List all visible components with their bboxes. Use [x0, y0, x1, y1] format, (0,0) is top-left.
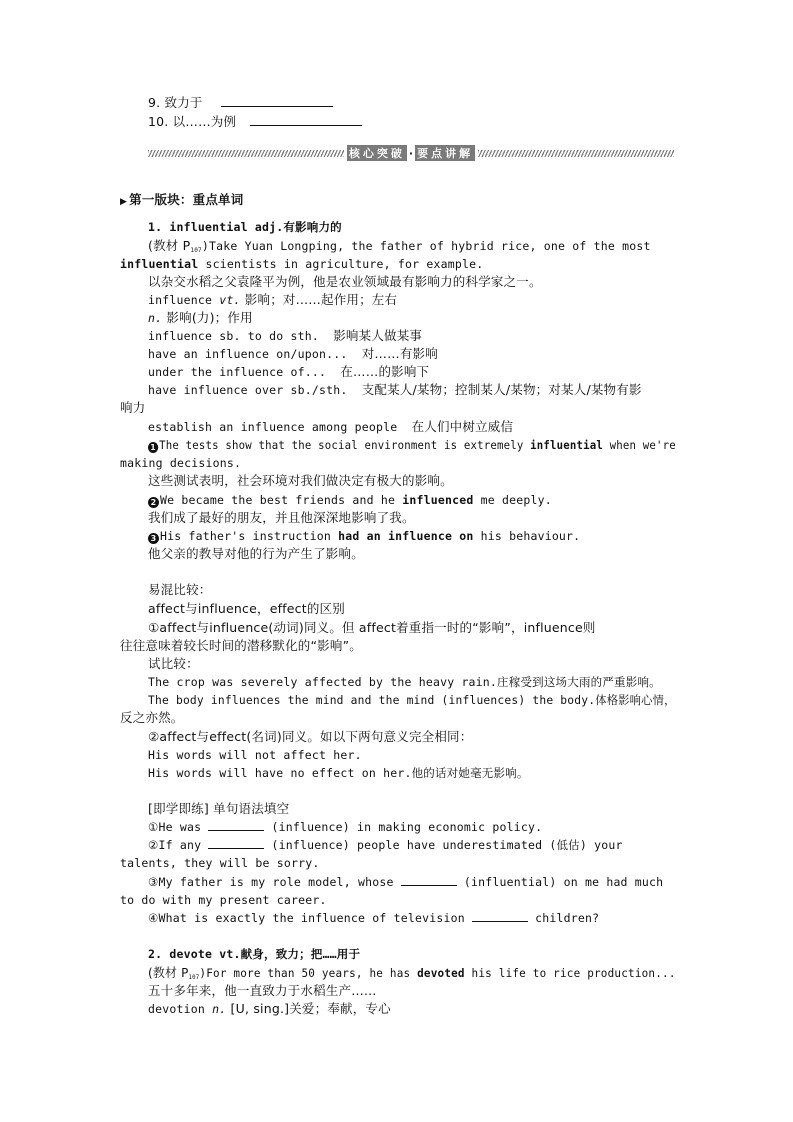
answer-blank[interactable] — [401, 873, 457, 886]
badge-label-2: 要点讲解 — [417, 147, 474, 160]
number-circle-icon: 1 — [148, 442, 158, 453]
textbook-example: (教材 $P_{107})For$ more than 50 years, he has devoted his life to rice production... — [148, 965, 676, 981]
answer-blank[interactable] — [208, 818, 264, 831]
badge-label: 核心突破 — [348, 147, 405, 160]
word-form: devotion n. [U, sing.]关爱；奉献，专心 — [148, 1001, 391, 1016]
section-heading: ▶ 第一版块：重点单词 — [120, 192, 244, 207]
compare-try-label: 试比较： — [148, 656, 199, 671]
practice-question-4: ④What is exactly the influence of television children? — [148, 911, 600, 925]
phrase: under the influence of... 在……的影响下 — [148, 364, 430, 379]
compare-subheading: affect与influence，effect的区别 — [148, 601, 345, 616]
item-number: 9. — [148, 95, 161, 110]
item-text: 以……为例 — [172, 114, 237, 129]
phrase: have influence over sb./sth. 支配某人/某物；控制某人/某物；对某人/某物有影 — [148, 382, 642, 397]
phrase: have an influence on/upon... 对……有影响 — [148, 346, 438, 361]
item-text: 致力于 — [164, 95, 203, 110]
practice-question-1: ①He was (influence) in making economic policy. — [148, 820, 543, 834]
compare-point-1: ①affect与influence(动词)同义。但 affect着重指一时的“影响”，influence则 — [148, 620, 596, 635]
word-form: influence vt. 影响；对……起作用；左右 — [148, 292, 398, 307]
practice-heading: [即学即练] 单句语法填空 — [148, 801, 290, 816]
example-sentence: 2 We became the best friends and he influenced me deeply. — [148, 491, 676, 509]
example-sentence: 3 His father's instruction had an influence on his behaviour. — [148, 527, 676, 545]
example-translation: 这些测试表明，社会环境对我们做决定有极大的影响。 — [148, 473, 453, 488]
item-number: 10. — [148, 114, 169, 129]
answer-blank[interactable] — [472, 909, 528, 922]
practice-question-3-cont: to do with my present career. — [120, 893, 327, 907]
compare-point-2: ②affect与effect(名词)同义。如以下两句意义完全相同： — [148, 729, 473, 744]
compare-sentence: His words will not affect her. — [148, 748, 362, 762]
phrase: influence sb. to do sth. 影响某人做某事 — [148, 328, 423, 343]
answer-blank[interactable] — [221, 94, 333, 107]
vocab-item-10 — [148, 113, 676, 131]
phrase-cont: 响力 — [120, 400, 146, 415]
vocab-item-9 — [148, 94, 676, 112]
practice-question-3: ③My father is my role model, whose (influential) on me had much — [148, 875, 664, 889]
stripe-left — [148, 150, 344, 157]
number-circle-icon: 3 — [148, 533, 159, 544]
word-form: n. 影响(力)；作用 — [148, 310, 253, 325]
example-translation: 以杂交水稻之父袁隆平为例，他是农业领域最有影响力的科学家之一。 — [148, 274, 542, 289]
example-translation: 我们成了最好的朋友，并且他深深地影响了我。 — [148, 510, 415, 525]
compare-sentence: The crop was severely affected by the heavy rain.庄稼受到这场大雨的严重影响。 — [148, 675, 661, 689]
section-badge — [344, 145, 478, 161]
example-sentence: 1 The tests show that the social environment is extremely influential when we're — [148, 436, 639, 454]
textbook-example: (教材 $P_{107})Take$ Yuan Longping, the father of hybrid rice, one of the most — [148, 238, 651, 254]
triangle-bullet-icon: ▶ — [120, 197, 128, 207]
example-translation: 他父亲的教导对他的行为产生了影响。 — [148, 546, 364, 561]
practice-question-2-cont: talents, they will be sorry. — [120, 856, 320, 870]
compare-sentence: His words will have no effect on her.他的话对她毫无影响。 — [148, 766, 529, 780]
answer-blank[interactable] — [208, 836, 264, 849]
textbook-example-cont: influential scientists in agriculture, for example. — [120, 257, 484, 271]
section-tag-bar — [148, 146, 674, 160]
compare-heading: 易混比较： — [148, 582, 212, 597]
badge-sep: · — [408, 146, 414, 160]
stripe-right — [478, 150, 674, 157]
practice-question-2: ②If any (influence) people have underestimated (低估) your — [148, 838, 623, 852]
number-circle-icon: 2 — [148, 497, 159, 508]
example-sentence-cont: making decisions. — [120, 456, 242, 470]
example-translation: 五十多年来，他一直致力于水稻生产…… — [148, 983, 377, 998]
word-title: 1. influential adj.有影响力的 — [148, 220, 342, 234]
compare-sentence: The body influences the mind and the mind (influences) the body.体格影响心情， — [148, 693, 676, 707]
answer-blank[interactable] — [250, 113, 362, 126]
word-title: 2. devote vt.献身，致力；把……用于 — [148, 947, 361, 961]
compare-sentence-cont: 反之亦然。 — [120, 710, 184, 725]
compare-point-1-cont: 往往意味着较长时间的潜移默化的“影响”。 — [120, 638, 362, 653]
phrase: establish an influence among people 在人们中树立威信 — [148, 419, 514, 434]
